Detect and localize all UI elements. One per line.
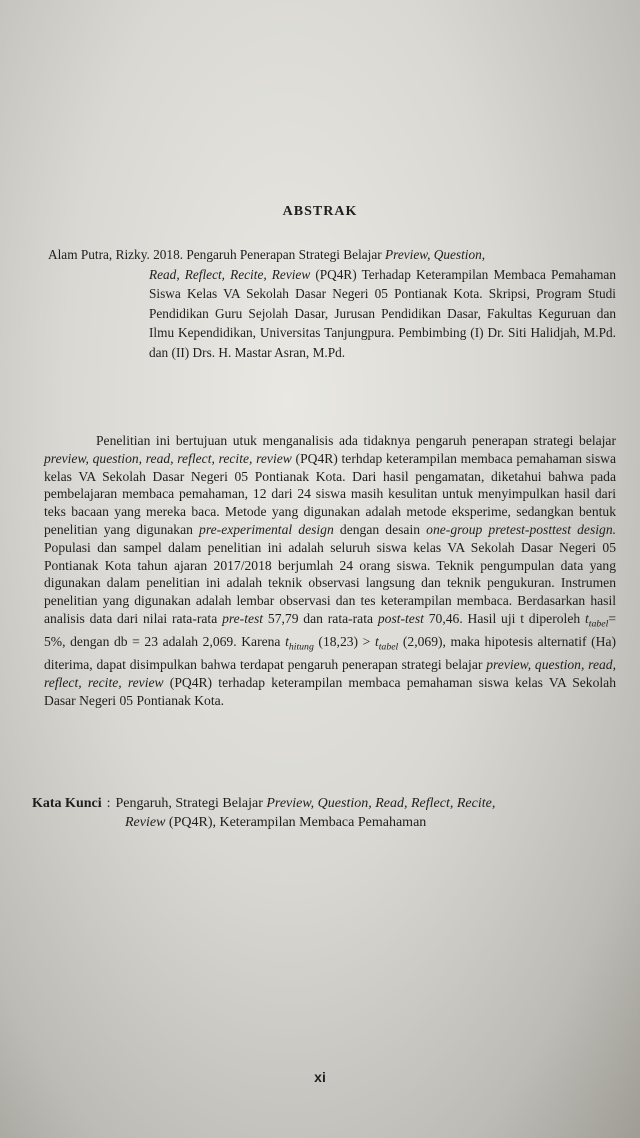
citation-continuation [48, 265, 616, 363]
abstract-text: Penelitian ini bertujuan utuk menganalisis ada tidaknya pengaruh penerapan strategi belajar [96, 433, 616, 448]
t-subscript-tabel: tabel [378, 641, 399, 653]
t-variable: t [374, 634, 379, 650]
abstract-text: Populasi dan sampel dalam penelitian ini adalah seluruh siswa kelas VA Sekolah Dasar Negeri 05 Pontianak Kota tahun ajaran 2017/2018 berjumlah 24 orang siswa. Teknik pengumpulan data yang digunakan dalam penelitian ini adalah teknik observasi langsung dan teknik pengukuran. Instrumen penelitian yang digunakan adalah lembar observasi dan tes keterampilan membaca. Berdasarkan hasil analisis data dari nilai rata-rata [44, 539, 616, 626]
abstract-text: 57,79 dan rata-rata [263, 610, 378, 626]
abstract-text: (PQ4R) terhdap keterampilan membaca pemahaman siswa kelas VA Sekolah Dasar Negeri 05 Pontianak Kota. Dari hasil pengamatan, diketahui bahwa pada pembelajaran membaca pemahaman, 12 dari 24 siswa masih kesulitan untuk menyimpulkan hasil dari teks bacaan yang mereka baca. Metode yang digunakan adalah metode eksperime, sedangkan bentuk penelitian yang digunakan [44, 450, 616, 537]
citation-first-line [48, 245, 616, 265]
abstract-italic: pre-test [222, 610, 264, 626]
keywords-label: Kata Kunci [32, 796, 102, 811]
abstract-text: (18,23) > [313, 634, 375, 650]
keywords-italic: Preview, Question, Read, Reflect, Recite, [266, 796, 496, 811]
abstract-text: (PQ4R) terhadap keterampilan membaca pemahaman siswa kelas VA Sekolah Dasar Negeri 05 Pontianak Kota. [44, 675, 617, 708]
page-title: ABSTRAK [282, 204, 358, 219]
bibliographic-citation [48, 245, 616, 362]
keywords-text: (PQ4R), Keterampilan Membaca Pemahaman [165, 815, 427, 830]
abstract-text: (2,069), maka hipotesis alternatif (Ha) diterima, dapat disimpulkan bahwa terdapat pengaruh penerapan strategi belajar [44, 634, 617, 673]
t-subscript-tabel: tabel [588, 618, 609, 630]
abstract-body [44, 432, 616, 710]
t-subscript-hitung: hitung [288, 641, 314, 653]
t-variable: t [584, 610, 589, 626]
abstract-italic: post-test [377, 610, 424, 626]
abstract-text: = 5%, dengan db = 23 adalah 2,069. Karena [44, 610, 616, 650]
page-number: xi [314, 1069, 326, 1085]
abstract-text: dengan desain [333, 521, 427, 537]
keywords-separator: : [106, 796, 111, 811]
citation-italic-text-2: Read, Reflect, Recite, Review [149, 266, 311, 282]
abstract-italic: pre-experimental design [199, 521, 334, 537]
abstract-italic: one-group pretest-posttest design. [426, 521, 617, 537]
keywords-italic: Review [125, 815, 166, 830]
abstract-italic: preview, question, read, reflect, recite, review [44, 657, 616, 691]
abstract-italic: preview, question, read, reflect, recite, review [44, 450, 292, 466]
citation-author-text: Alam Putra, Rizky. 2018. Pengaruh Penerapan Strategi Belajar [48, 247, 386, 262]
keywords-row [32, 794, 616, 813]
abstract-paragraph [44, 432, 616, 710]
citation-rest-text: (PQ4R) Terhadap Keterampilan Membaca Pemahaman Siswa Kelas VA Sekolah Dasar Negeri 05 Pontianak Kota. Skripsi, Program Studi Pendidikan Guru Sejolah Dasar, Jurusan Pendidikan Dasar, Fakultas Keguruan dan Ilmu Kependidikan, Universitas Tanjungpura. Pembimbing (I) Dr. Siti Halidjah, M.Pd. dan (II) Drs. H. Mastar Asran, M.Pd. [149, 266, 616, 360]
keywords-section [32, 794, 616, 832]
keywords-line-1 [116, 794, 616, 813]
citation-italic-text: Preview, Question, [385, 247, 486, 262]
keywords-text: Pengaruh, Strategi Belajar [115, 796, 267, 811]
t-variable: t [285, 634, 289, 650]
abstract-text: 70,46. Hasil uji t diperoleh [423, 610, 585, 626]
keywords-line-2 [32, 813, 616, 832]
